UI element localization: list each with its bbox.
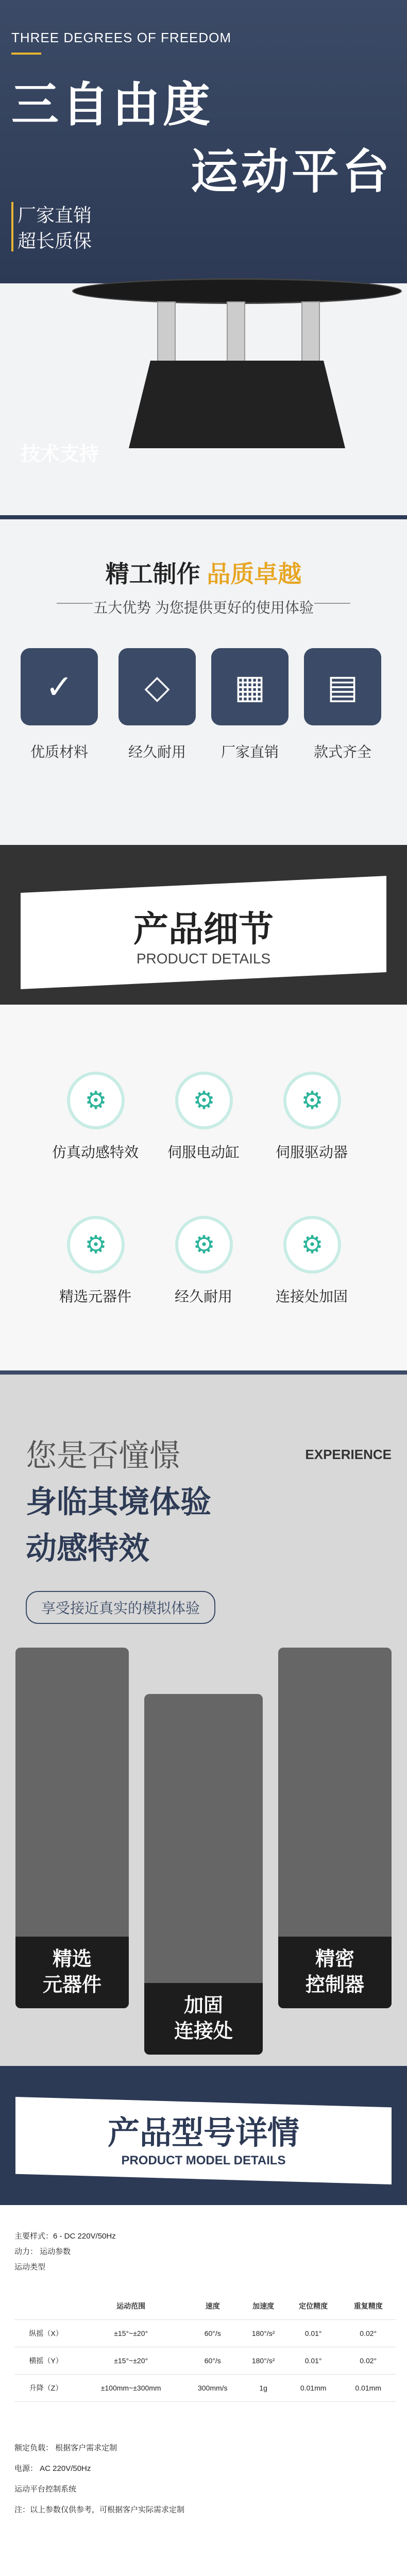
note-line: 运动平台控制系统 xyxy=(14,2485,77,2494)
experience-section xyxy=(0,1370,407,2066)
photo-caption: 加固 连接处 xyxy=(144,1983,263,2055)
table-header: 定位精度 xyxy=(286,2293,341,2320)
detail-photo xyxy=(278,1648,392,2008)
experience-tag: 享受接近真实的模拟体验 xyxy=(26,1591,215,1624)
table-cell: 横摇（Y） xyxy=(14,2347,77,2375)
detail-label: 精选元器件 xyxy=(59,1289,131,1304)
note-line: 电源： AC 220V/50Hz xyxy=(14,2464,91,2473)
experience-q3: 动感特效 xyxy=(26,1531,149,1566)
details-title: 产品细节 xyxy=(133,910,274,949)
table-header-row xyxy=(14,2293,396,2320)
table-cell: 0.01° xyxy=(286,2347,341,2375)
check-shield-icon: ✓ xyxy=(21,648,98,725)
photo-caption: 精选 元器件 xyxy=(15,1937,129,2008)
model-title: 产品型号详情 xyxy=(107,2115,299,2151)
table-cell: 180°/s² xyxy=(241,2320,285,2347)
tag-accent-bar xyxy=(11,202,13,251)
experience-side-label: EXPERIENCE xyxy=(305,1447,392,1462)
table-row xyxy=(14,2375,396,2402)
detail-photo xyxy=(144,1694,263,2055)
platform-top-image xyxy=(72,278,402,304)
spec-table xyxy=(14,2293,396,2402)
table-cell: 60°/s xyxy=(184,2347,241,2375)
table-header: 运动范围 xyxy=(77,2293,184,2320)
detail-label: 仿真动感特效 xyxy=(52,1144,139,1160)
table-cell: 60°/s xyxy=(184,2320,241,2347)
table-cell: 180°/s² xyxy=(241,2347,285,2375)
spec-line: 动力： 运动参数 xyxy=(14,2247,71,2256)
platform-base-image xyxy=(129,361,345,448)
model-section xyxy=(0,2066,407,2576)
table-cell: 1g xyxy=(241,2375,285,2402)
factory-icon: ▦ xyxy=(211,648,289,725)
detail-label: 经久耐用 xyxy=(174,1289,232,1304)
spec-line: 主要样式：6 - DC 220V/50Hz xyxy=(14,2232,116,2241)
features-section xyxy=(0,515,407,845)
detail-label: 连接处加固 xyxy=(275,1289,348,1304)
heading-accent: 品质卓越 xyxy=(207,561,302,587)
document-icon: ▤ xyxy=(304,648,381,725)
features-heading xyxy=(0,555,407,589)
table-row xyxy=(14,2347,396,2375)
experience-q1: 您是否憧憬 xyxy=(26,1438,180,1473)
table-cell: ±15°~±20° xyxy=(77,2347,184,2375)
table-cell: ±15°~±20° xyxy=(77,2320,184,2347)
features-subtitle: 五大优势 为您提供更好的使用体验 xyxy=(93,600,314,616)
table-cell: 0.01° xyxy=(286,2320,341,2347)
spec-line: 运动类型 xyxy=(14,2263,46,2272)
motor-icon: ⚙ xyxy=(175,1072,233,1129)
table-cell: 0.01mm xyxy=(286,2375,341,2402)
divider xyxy=(314,603,350,604)
detail-label: 伺服电动缸 xyxy=(167,1144,240,1160)
gear-icon: ⚙ xyxy=(283,1216,341,1274)
model-title-en: PRODUCT MODEL DETAILS xyxy=(121,2154,286,2167)
hero-tag-1: 厂家直销 xyxy=(18,205,92,226)
photo-caption: 精密 控制器 xyxy=(278,1937,392,2008)
table-cell: 纵摇（X） xyxy=(14,2320,77,2347)
heading-part: 精工制作 xyxy=(105,561,200,587)
hero-tag-2: 超长质保 xyxy=(18,230,92,251)
controller-icon: ⚙ xyxy=(283,1072,341,1129)
table-cell: 0.01mm xyxy=(341,2375,396,2402)
table-header: 加速度 xyxy=(241,2293,285,2320)
table-header: 速度 xyxy=(184,2293,241,2320)
table-row xyxy=(14,2320,396,2347)
table-cell: 升降（Z） xyxy=(14,2375,77,2402)
table-cell: 0.02° xyxy=(341,2347,396,2375)
hero-title-line1: 三自由度 xyxy=(11,79,214,131)
hero-title-line2: 运动平台 xyxy=(190,146,393,198)
feature-label: 款式齐全 xyxy=(313,744,371,760)
details-section xyxy=(0,845,407,1370)
note-line: 额定负载： 根据客户需求定制 xyxy=(14,2444,117,2452)
hero-title-en: THREE DEGREES OF FREEDOM xyxy=(11,30,232,45)
table-header: 重复精度 xyxy=(341,2293,396,2320)
accent-bar xyxy=(11,53,41,55)
detail-photo xyxy=(15,1648,129,2008)
feature-label: 经久耐用 xyxy=(128,744,186,760)
diamond-icon: ◇ xyxy=(118,648,196,725)
gear-icon: ⚙ xyxy=(67,1072,125,1129)
table-header xyxy=(14,2293,77,2320)
feature-label: 优质材料 xyxy=(30,744,88,760)
hero-section xyxy=(0,0,407,515)
gear-icon: ⚙ xyxy=(175,1216,233,1274)
tech-support-label: 技术支持 xyxy=(21,444,99,465)
table-cell: 300mm/s xyxy=(184,2375,241,2402)
detail-label: 伺服驱动器 xyxy=(275,1144,348,1160)
feature-label: 厂家直销 xyxy=(221,744,279,760)
details-title-en: PRODUCT DETAILS xyxy=(136,951,271,967)
table-cell: ±100mm~±300mm xyxy=(77,2375,184,2402)
table-cell: 0.02° xyxy=(341,2320,396,2347)
gear-icon: ⚙ xyxy=(67,1216,125,1274)
note-line: 注：以上参数仅供参考，可根据客户实际需求定制 xyxy=(14,2505,185,2514)
experience-q2: 身临其境体验 xyxy=(26,1485,211,1519)
